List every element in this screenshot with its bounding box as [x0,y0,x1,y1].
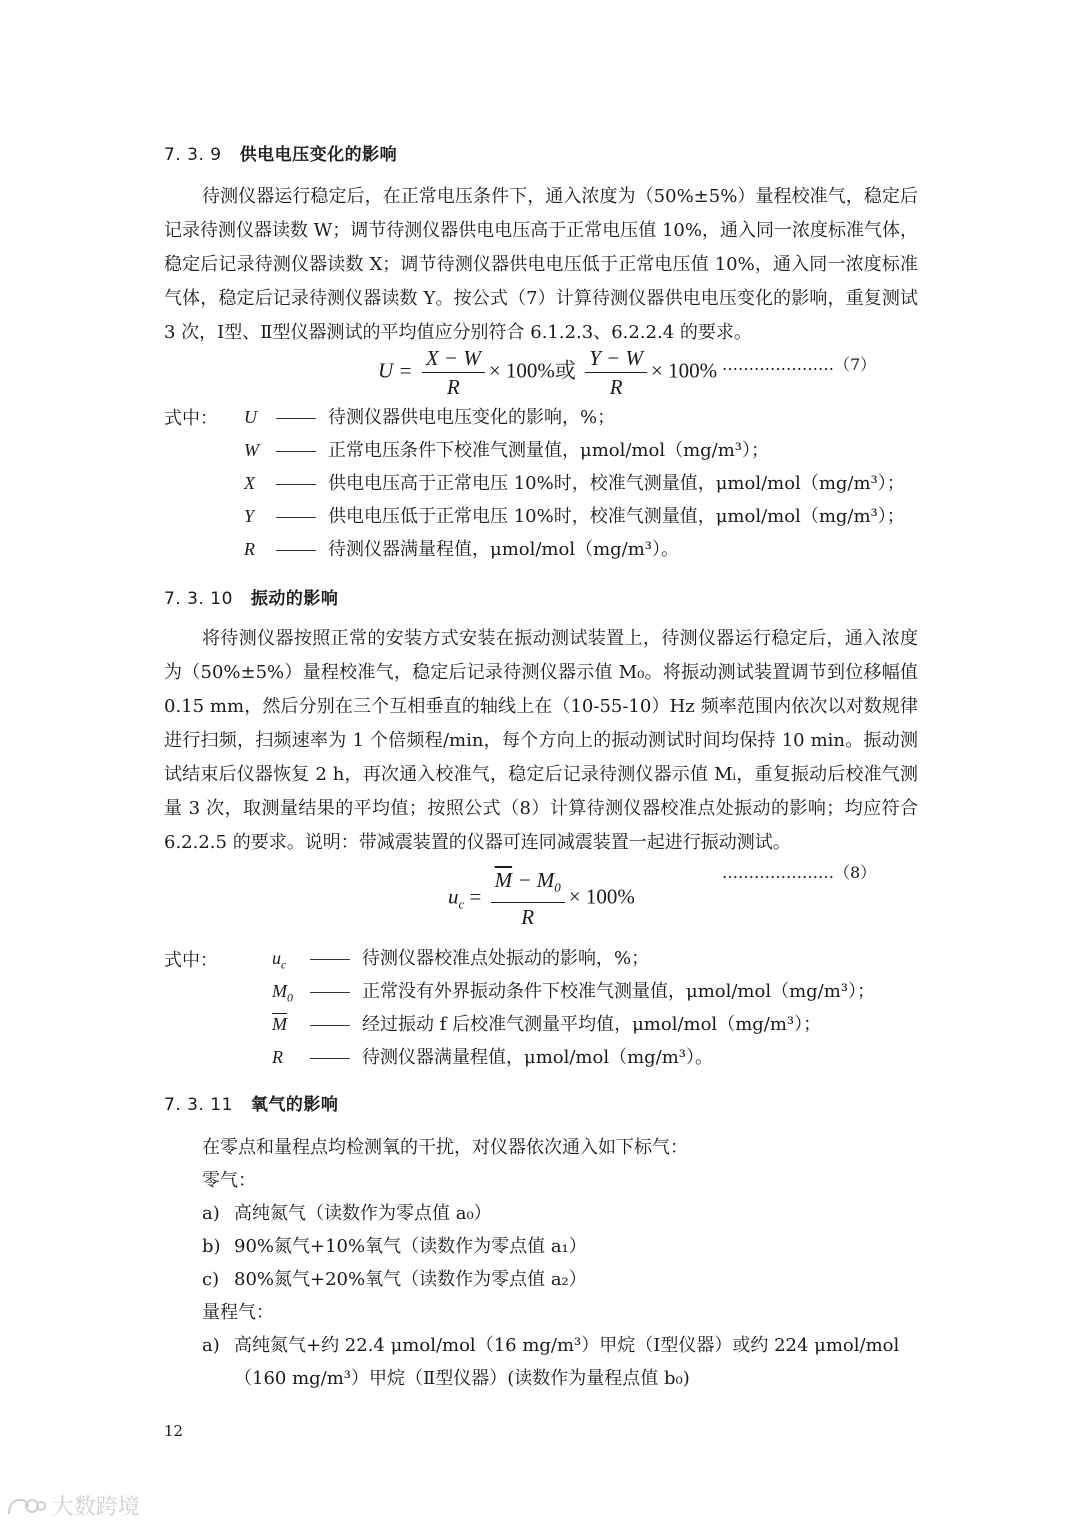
watermark-logo-icon [6,1494,46,1525]
variable-symbol: R [272,1047,283,1067]
equation-number-7: …………………（7） [722,355,877,374]
dash [310,1025,350,1026]
dash [310,992,350,993]
formula-7 [378,344,717,401]
variable-description: 经过振动 f 后校准气测量平均值，μmol/mol（mg/m³）； [362,1014,822,1035]
fraction-denominator: R [446,375,460,399]
section-heading-7-3-10 [164,584,338,609]
list-item [202,1199,492,1229]
equation-number-8: …………………（8） [722,863,877,882]
variable-row [244,501,905,532]
variable-description: 供电电压低于正常电压 10%时，校准气测量值，μmol/mol（mg/m³）； [328,506,905,527]
zero-gas-label: 零气： [202,1170,256,1191]
variable-row [244,402,615,433]
list-marker: a) [202,1203,220,1224]
list-item [202,1232,587,1262]
watermark-text: 大数跨境 [51,1495,140,1520]
variable-symbol: R [244,539,255,559]
formula-lhs: u [448,884,459,909]
dash [276,550,316,551]
variable-description: 待测仪器满量程值，μmol/mol（mg/m³）。 [362,1047,714,1068]
variable-symbol: W [244,440,259,460]
list-item [202,1331,899,1361]
formula-middle: × 100%或 [488,358,576,383]
variable-row [244,468,905,499]
variable-description: 待测仪器满量程值，μmol/mol（mg/m³）。 [328,539,680,560]
variable-row [272,976,875,1013]
variable-symbol: X [244,473,255,493]
variable-row [272,943,649,980]
variable-row [272,1009,821,1040]
where-label: 式中： [164,950,218,971]
variable-description: 正常没有外界振动条件下校准气测量值，μmol/mol（mg/m³）； [362,981,876,1002]
page-number: 12 [164,1422,184,1440]
variable-description: 正常电压条件下校准气测量值，μmol/mol（mg/m³）； [328,440,770,461]
oxygen-intro: 在零点和量程点均检测氧的干扰，对仪器依次通入如下标气： [202,1137,688,1158]
fraction-2 [585,344,647,401]
section-number: 7. 3. 9 [164,145,222,165]
fraction-1 [422,344,485,401]
formula-tail: × 100% [651,358,718,383]
list-marker: a) [202,1335,220,1356]
formula-equals: = [469,884,482,909]
fraction-numerator: X − W [422,344,485,373]
dash [276,418,316,419]
mean-symbol: $\overline{M}$ [494,868,513,892]
variable-symbol: $\overline{M}$ [272,1014,287,1034]
variable-description: 供电电压高于正常电压 10%时，校准气测量值，μmol/mol（mg/m³）； [328,473,905,494]
fraction-numerator [491,866,565,903]
formula-8 [448,866,635,931]
dash [276,517,316,518]
variable-symbol: $M_0$ [272,981,293,1005]
dash [276,451,316,452]
where-label: 式中： [164,408,218,429]
fraction-denominator: R [521,905,535,930]
list-text: 90%氮气+10%氧气（读数作为零点值 a₁） [234,1236,587,1257]
list-text: 高纯氮气（读数作为零点值 a₀） [234,1203,492,1224]
section-title: 氧气的影响 [250,1095,339,1115]
variable-symbol: U [244,407,257,427]
variable-description: 待测仪器校准点处振动的影响，%； [362,948,650,969]
formula-lhs-subscript: c [458,896,465,912]
list-text: 80%氮气+20%氧气（读数作为零点值 a₂） [234,1269,587,1290]
section-number: 7. 3. 10 [164,589,233,609]
formula-lhs: U = [378,358,413,383]
variable-row [244,534,679,565]
watermark [6,1490,140,1525]
fraction-denominator: R [609,375,623,399]
span-gas-label: 量程气： [202,1302,274,1323]
paragraph-voltage: 待测仪器运行稳定后，在正常电压条件下，通入浓度为（50%±5%）量程校准气，稳定后记录待测仪器读数 W；调节待测仪器供电电压高于正常电压值 10%，通入同一浓度标准气体，稳定后记录待测仪器读数 X；调节待测仪器供电电压低于正常电压值 10%，通入同一浓度标准气体，稳定后记录待测仪器读数 Y。按公式（7）计算待测仪器供电电压变化的影响，重复测试 3 次，Ⅰ型、Ⅱ型仪器测试的平均值应分别符合 6.1.2.3、6.2.2.4 的要求。 [164,186,918,343]
variable-row [272,1042,713,1073]
list-item [202,1265,587,1295]
section-heading-7-3-11 [164,1090,338,1115]
fraction-numerator: Y − W [585,344,647,373]
numerator-subscript: 0 [554,880,561,896]
dash [310,959,350,960]
numerator-rest: − M [512,868,555,892]
section-number: 7. 3. 11 [164,1095,233,1115]
variable-symbol: $u_c$ [272,948,287,972]
list-text: 高纯氮气+约 22.4 μmol/mol（16 mg/m³）甲烷（Ⅰ型仪器）或约 224 μmol/mol [234,1335,900,1356]
section-heading-7-3-9 [164,140,397,165]
list-item-continuation: （160 mg/m³）甲烷（Ⅱ型仪器）(读数作为量程点值 b₀) [234,1368,690,1389]
list-marker: b) [202,1236,221,1257]
variable-description: 待测仪器供电电压变化的影响，%； [328,407,616,428]
formula-tail: × 100% [568,884,635,909]
section-title: 振动的影响 [250,589,339,609]
fraction [491,866,565,931]
list-marker: c) [202,1269,220,1290]
section-title: 供电电压变化的影响 [239,145,398,165]
paragraph-vibration: 将待测仪器按照正常的安装方式安装在振动测试装置上，待测仪器运行稳定后，通入浓度为（50%±5%）量程校准气，稳定后记录待测仪器示值 M₀。将振动测试装置调节到位移幅值 0.15 mm，然后分别在三个互相垂直的轴线上在（10-55-10）Hz 频率范围内依次以对数规律进行扫频，扫频速率为 1 个倍频程/min，每个方向上的振动测试时间均保持 10 min。振动测试结束后仪器恢复 2 h，再次通入校准气，稳定后记录待测仪器示值 Mᵢ，重复振动后校准气测量 3 次，取测量结果的平均值；按照公式（8）计算待测仪器校准点处振动的影响；均应符合 6.2.2.5 的要求。说明：带减震装置的仪器可连同减震装置一起进行振动测试。 [164,628,918,853]
dash [276,484,316,485]
variable-row [244,435,769,466]
dash [310,1058,350,1059]
variable-symbol: Y [244,506,255,526]
